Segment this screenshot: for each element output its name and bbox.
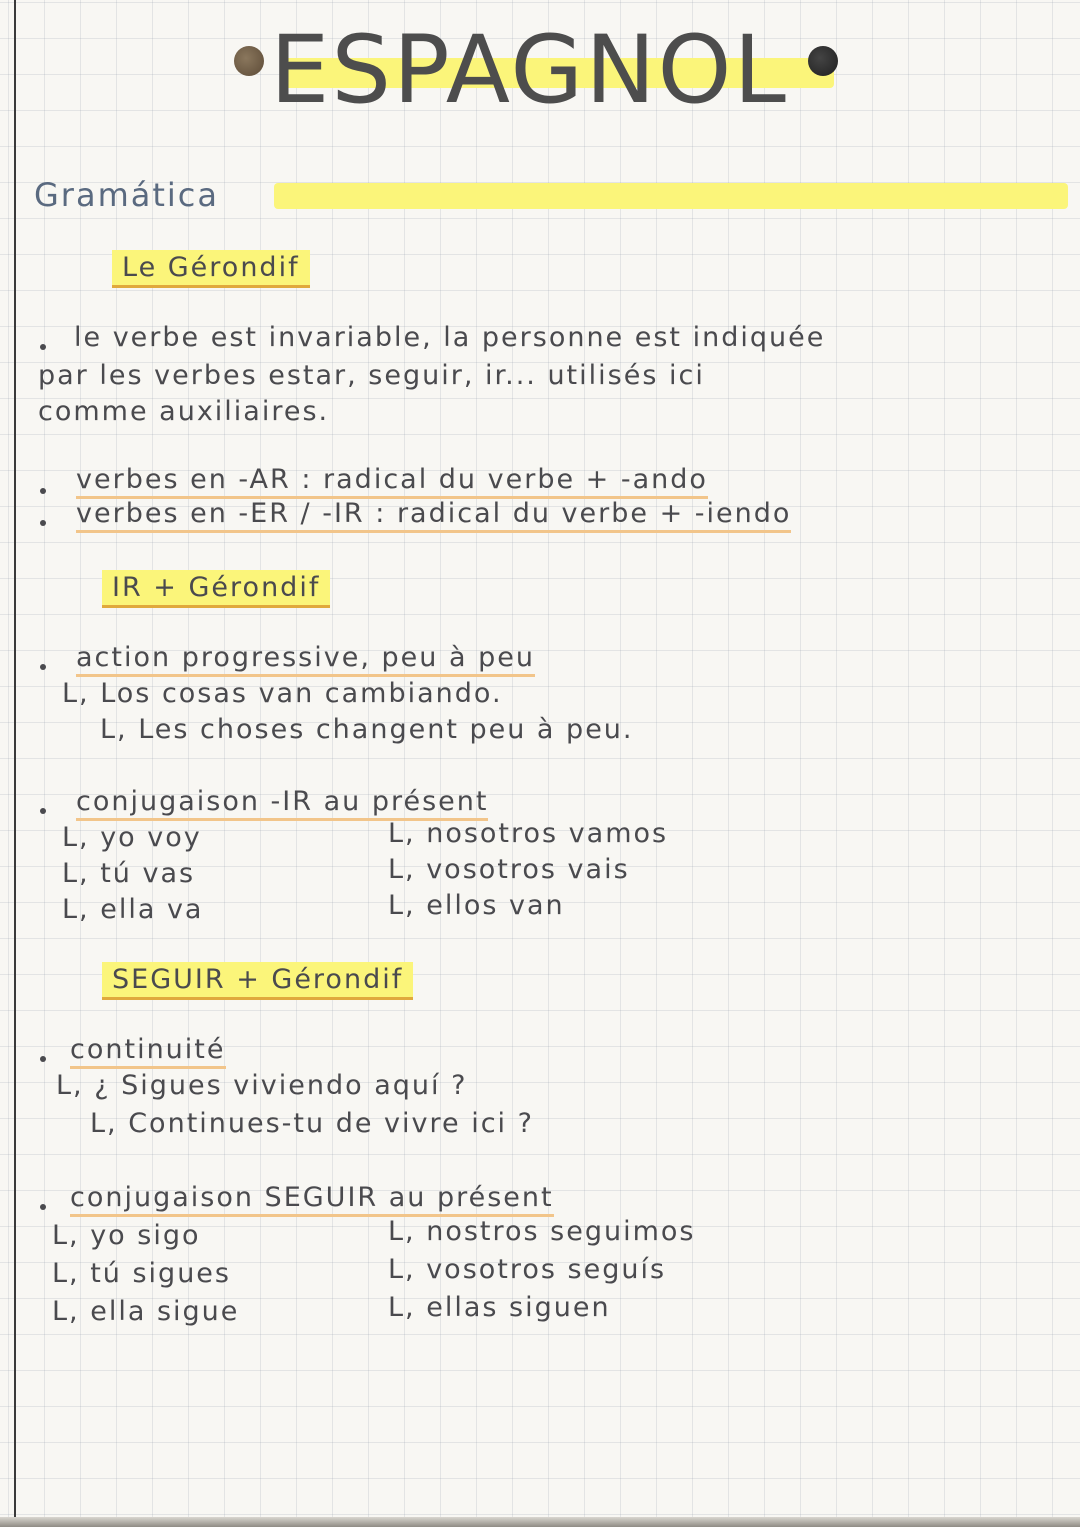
usage-line: continuité: [70, 1034, 226, 1069]
example-french: L, Les choses changent peu à peu.: [100, 714, 634, 745]
conjugation-item: L, ellos van: [388, 890, 565, 921]
conjugation-item: L, ella va: [62, 894, 204, 925]
intro-line: par les verbes estar, seguir, ir... utilisés ici: [38, 360, 705, 391]
bullet: [40, 808, 46, 814]
bullet: [40, 664, 46, 670]
bullet: [40, 344, 46, 350]
intro-line: comme auxiliaires.: [38, 396, 330, 427]
conjugation-item: L, tú sigues: [52, 1258, 231, 1289]
example-spanish: L, ¿ Sigues viviendo aquí ?: [56, 1070, 468, 1101]
heading-seguir-gerondif: SEGUIR + Gérondif: [102, 962, 413, 1000]
section-highlight: [274, 183, 1068, 209]
bullet: [40, 488, 46, 494]
example-spanish: L, Los cosas van cambiando.: [62, 678, 503, 709]
conjugation-item: L, ella sigue: [52, 1296, 240, 1327]
section-title: Gramática: [34, 176, 219, 214]
conjugation-item: L, vosotros vais: [388, 854, 630, 885]
heading-ir-gerondif: IR + Gérondif: [102, 570, 330, 608]
conjugation-item: L, vosotros seguís: [388, 1254, 667, 1285]
example-french: L, Continues-tu de vivre ici ?: [90, 1108, 534, 1139]
conjugation-item: L, ellas siguen: [388, 1292, 611, 1323]
conjugation-item: L, nosotros vamos: [388, 818, 669, 849]
page-bottom-edge: [0, 1517, 1080, 1527]
margin-line: [14, 0, 16, 1527]
bullet: [40, 1204, 46, 1210]
left-dot-decoration: [234, 46, 264, 76]
usage-line: action progressive, peu à peu: [76, 642, 535, 677]
conjugation-item: L, nostros seguimos: [388, 1216, 696, 1247]
conjugation-item: L, yo voy: [62, 822, 202, 853]
bullet: [40, 1056, 46, 1062]
rule-line: verbes en -AR : radical du verbe + -ando: [76, 464, 708, 499]
bullet: [40, 520, 46, 526]
right-dot-decoration: [808, 46, 838, 76]
conjugation-title: conjugaison SEGUIR au présent: [70, 1182, 554, 1217]
page-title: ESPAGNOL: [270, 16, 788, 125]
heading-gerondif: Le Gérondif: [112, 250, 310, 288]
rule-line: verbes en -ER / -IR : radical du verbe + -iendo: [76, 498, 791, 533]
intro-line: le verbe est invariable, la personne est indiquée: [74, 322, 826, 353]
conjugation-item: L, yo sigo: [52, 1220, 201, 1251]
conjugation-title: conjugaison -IR au présent: [76, 786, 488, 821]
conjugation-item: L, tú vas: [62, 858, 196, 889]
